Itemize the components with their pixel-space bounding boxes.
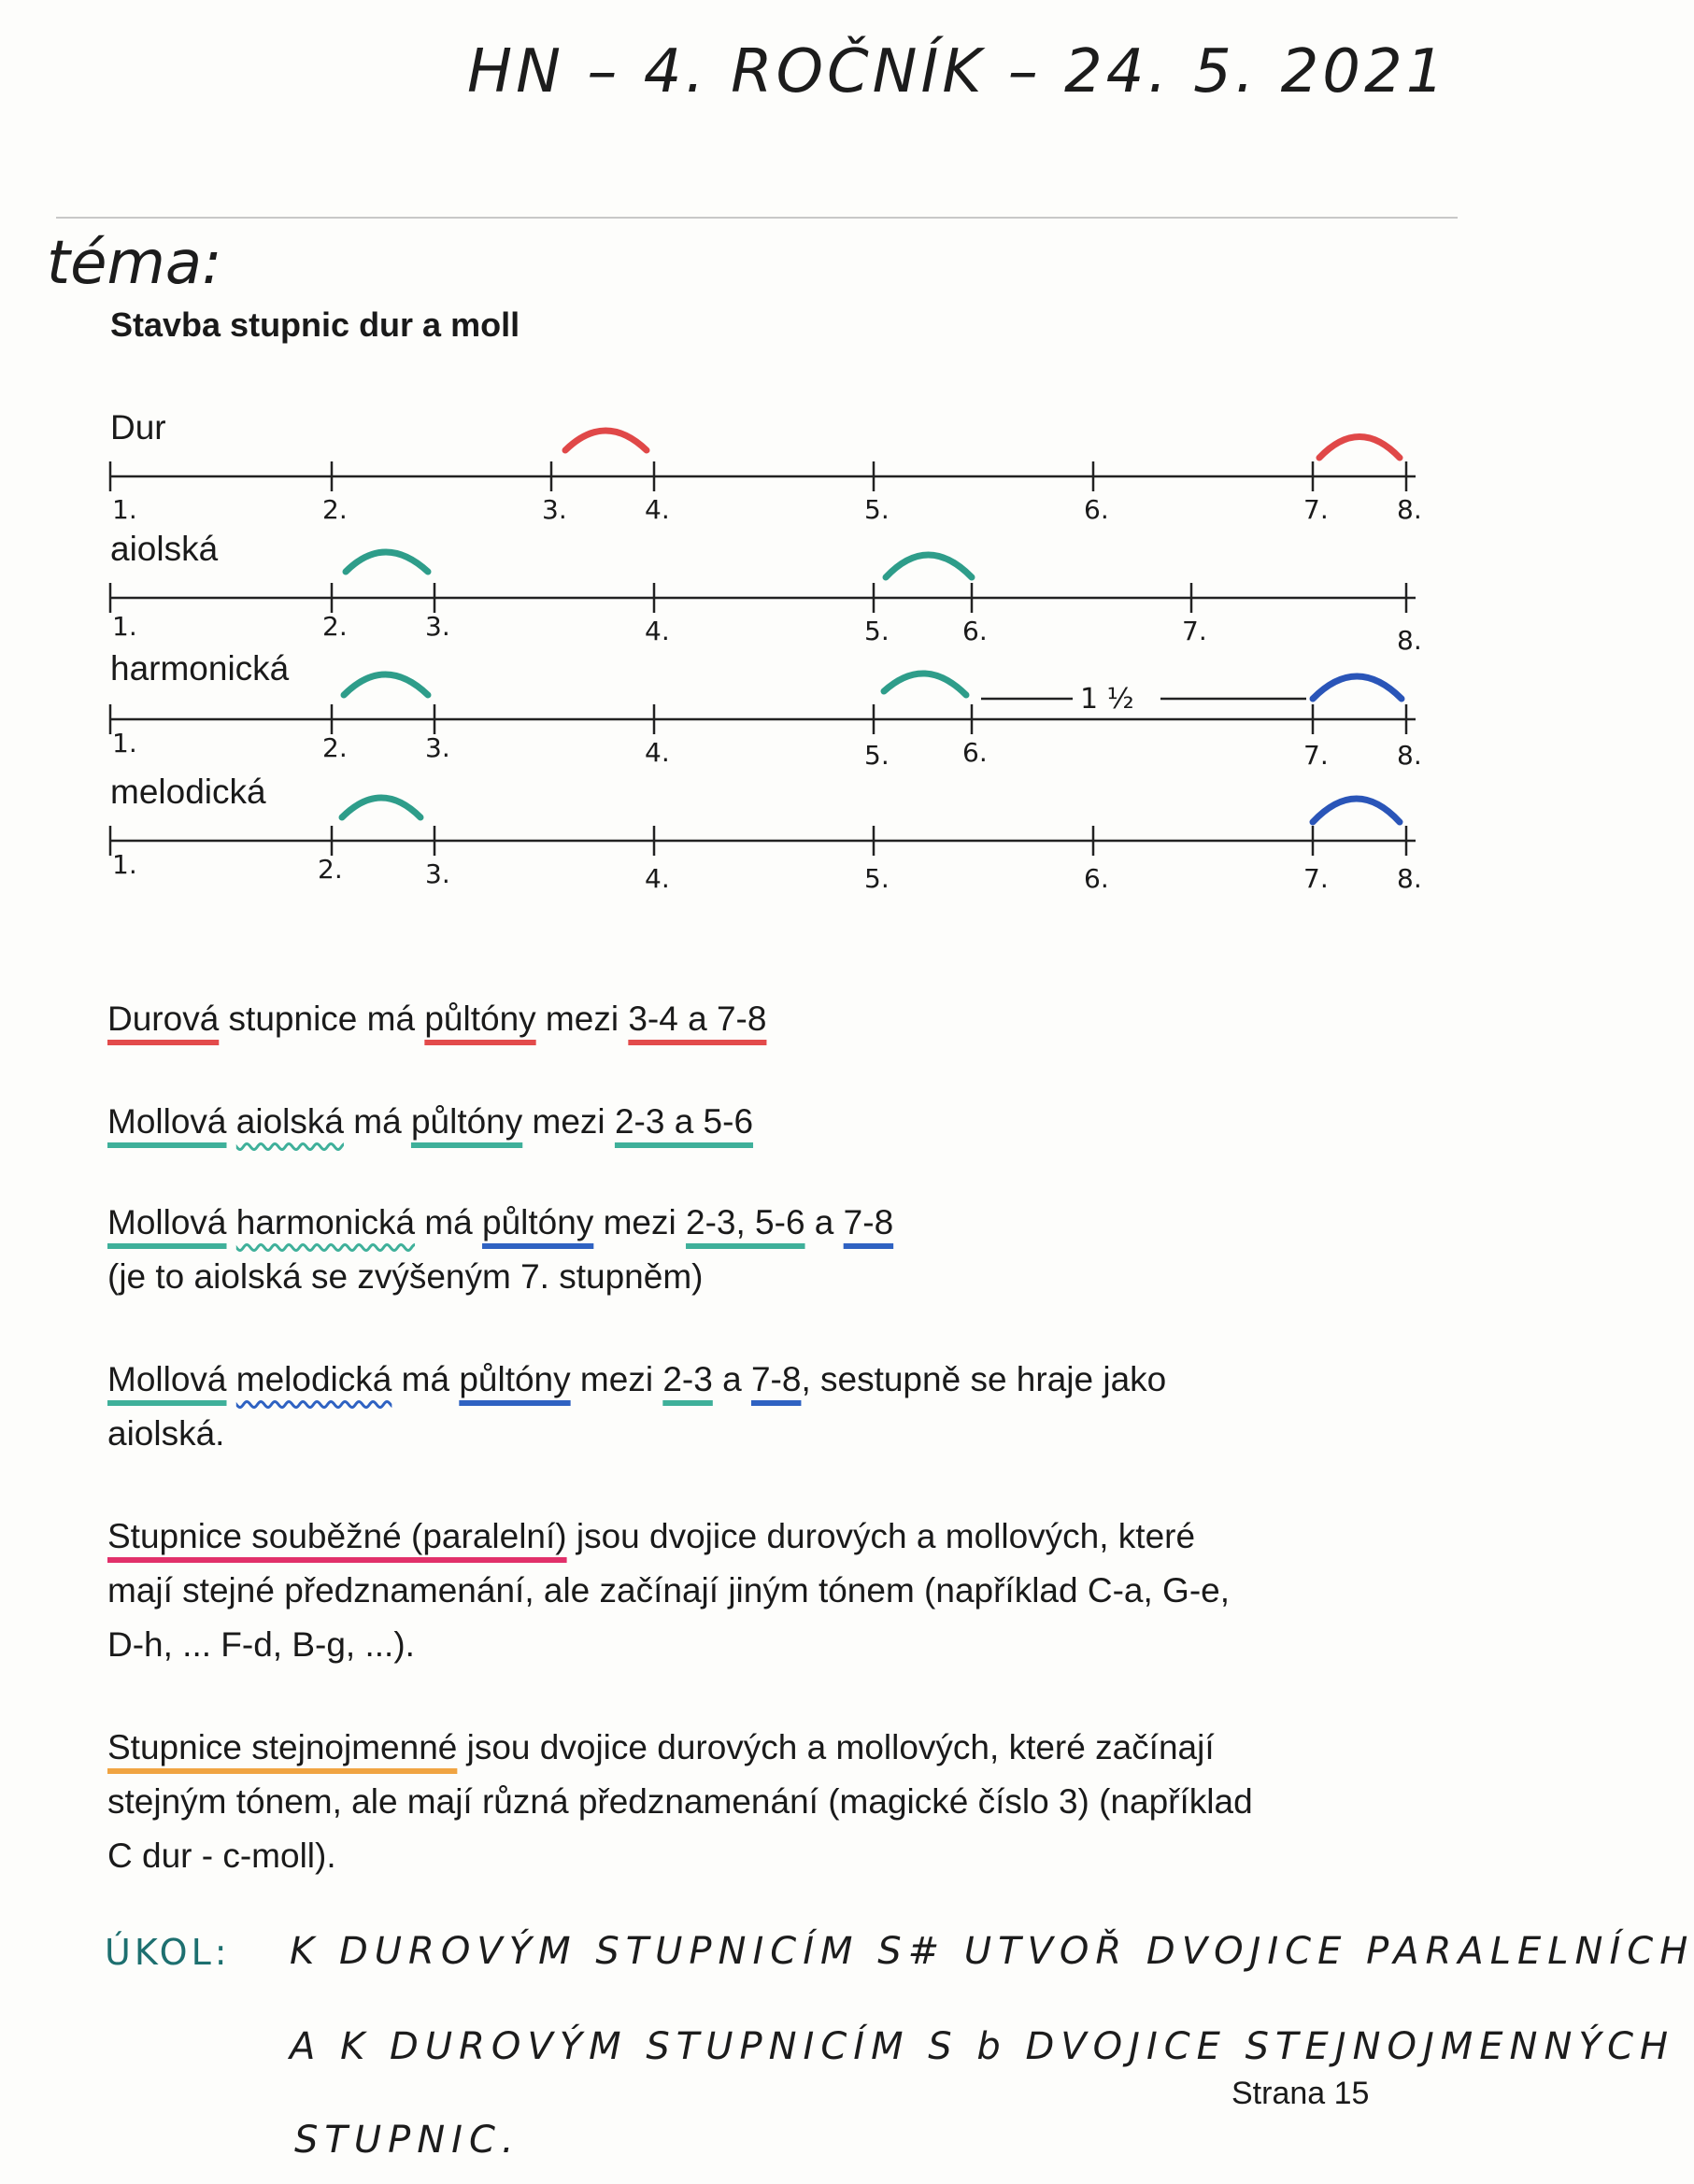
term-pultony: půltóny — [459, 1360, 571, 1398]
degree-label: 7. — [1303, 863, 1329, 894]
paragraph-line: C dur - c-moll). — [107, 1837, 336, 1875]
degree-label: 3. — [425, 858, 450, 889]
text: a — [804, 1203, 844, 1241]
degree-label: 6. — [1084, 494, 1109, 525]
paragraph-soubezne — [107, 1510, 1230, 1672]
degree-label: 8. — [1397, 740, 1422, 771]
degree-label: 2. — [322, 494, 348, 525]
halftone-arc — [344, 674, 428, 695]
term-pultony: půltóny — [424, 1000, 536, 1038]
paragraph-line: (je to aiolská se zvýšeným 7. stupněm) — [107, 1257, 704, 1296]
paragraph-stejnojmenne — [107, 1721, 1253, 1883]
term-intervals: 3-4 a 7-8 — [628, 1000, 767, 1038]
task-line: STUPNIC. — [294, 2119, 520, 2162]
augmented-second-label: 1 ½ — [1080, 683, 1134, 716]
scale-dur — [110, 408, 1422, 525]
text — [227, 1203, 236, 1241]
text — [227, 1102, 236, 1141]
degree-label: 1. — [112, 494, 137, 525]
text: mezi — [522, 1102, 615, 1141]
task-line: K DUROVÝM STUPNICÍM S# UTVOŘ DVOJICE PARALELNÍCH — [290, 1930, 1694, 1973]
degree-label: 6. — [962, 616, 988, 646]
scale-name: melodická — [110, 773, 266, 811]
scale-name: Dur — [110, 408, 166, 447]
header-title: HN – 4. ROČNÍK – 24. 5. 2021 — [467, 37, 1448, 106]
paragraph-line: aiolská. — [107, 1414, 225, 1453]
paragraph-harmonicka — [107, 1196, 893, 1304]
degree-label: 6. — [962, 737, 988, 768]
text: mezi — [570, 1360, 663, 1398]
degree-label: 2. — [322, 611, 348, 642]
text: jsou dvojice durových a mollových, které — [566, 1517, 1196, 1555]
degree-label: 2. — [322, 732, 348, 763]
degree-label: 7. — [1182, 616, 1207, 646]
degree-label: 5. — [864, 616, 890, 646]
task-line: A K DUROVÝM STUPNICÍM S b DVOJICE STEJNOJMENNÝCH — [290, 2025, 1675, 2068]
term-intervals: 2-3 a 5-6 — [614, 1102, 754, 1141]
scale-melodicka — [110, 773, 1422, 894]
text: má — [391, 1360, 460, 1398]
scale-aiolska — [110, 530, 1422, 656]
degree-label: 3. — [425, 611, 450, 642]
paragraph-melodicka — [107, 1353, 1166, 1461]
text: mezi — [593, 1203, 687, 1241]
halftone-arc — [1313, 799, 1400, 822]
term-mollova: Mollová — [107, 1203, 227, 1241]
halftone-arc — [565, 431, 647, 450]
degree-label: 7. — [1303, 494, 1329, 525]
term-interval-7-8: 7-8 — [750, 1360, 802, 1398]
paragraph-aiolska — [107, 1095, 753, 1149]
paragraph-line: D-h, ... F-d, B-g, ...). — [107, 1625, 415, 1664]
degree-label: 1. — [112, 611, 137, 642]
halftone-arc — [346, 552, 428, 572]
term-intervals: 2-3, 5-6 — [686, 1203, 805, 1241]
task-label: ÚKOL: — [105, 1932, 231, 1973]
text: , sestupně se hraje jako — [801, 1360, 1167, 1398]
term-harmonicka: harmonická — [235, 1203, 416, 1241]
degree-label: 5. — [864, 740, 890, 771]
text: stupnice má — [219, 1000, 425, 1038]
degree-label: 4. — [645, 737, 670, 768]
scale-diagram — [0, 0, 1545, 915]
degree-label: 5. — [864, 494, 890, 525]
degree-label: 8. — [1397, 625, 1422, 656]
paragraph-line: mají stejné předznamenání, ale začínají jiným tónem (například C-a, G-e, — [107, 1571, 1231, 1610]
term-interval-7-8: 7-8 — [843, 1203, 894, 1241]
scale-name: harmonická — [110, 649, 290, 688]
text: má — [415, 1203, 483, 1241]
text: a — [712, 1360, 751, 1398]
subtitle: Stavba stupnic dur a moll — [110, 305, 520, 344]
term-durova: Durová — [107, 1000, 220, 1038]
term-pultony: půltóny — [482, 1203, 594, 1241]
term-pultony: půltóny — [410, 1102, 523, 1141]
text — [227, 1360, 236, 1398]
tema-label: téma: — [47, 229, 222, 298]
degree-label: 5. — [864, 863, 890, 894]
term-interval-2-3: 2-3 — [662, 1360, 713, 1398]
degree-label: 4. — [645, 494, 670, 525]
halftone-arc — [884, 674, 966, 695]
halftone-arc — [342, 798, 420, 817]
degree-label: 8. — [1397, 494, 1422, 525]
term-stejnojmenne: Stupnice stejnojmenné — [107, 1728, 458, 1766]
term-melodicka: melodická — [235, 1360, 392, 1398]
degree-label: 4. — [645, 863, 670, 894]
halftone-arc — [1313, 676, 1402, 699]
degree-label: 2. — [318, 854, 343, 885]
term-aiolska: aiolská — [235, 1102, 344, 1141]
degree-label: 3. — [425, 732, 450, 763]
text: jsou dvojice durových a mollových, které začínají — [457, 1728, 1215, 1766]
paragraph-line: stejným tónem, ale mají různá předznamenání (magické číslo 3) (například — [107, 1782, 1253, 1821]
degree-label: 6. — [1084, 863, 1109, 894]
page-number: Strana 15 — [1231, 2076, 1370, 2111]
degree-label: 8. — [1397, 863, 1422, 894]
halftone-arc — [886, 555, 972, 577]
degree-label: 3. — [542, 494, 567, 525]
scale-name: aiolská — [110, 530, 219, 568]
term-mollova: Mollová — [107, 1360, 227, 1398]
degree-label: 7. — [1303, 740, 1329, 771]
paragraph-dur — [107, 992, 766, 1046]
text: mezi — [535, 1000, 629, 1038]
scale-harmonicka — [110, 649, 1422, 771]
text: má — [343, 1102, 411, 1141]
halftone-arc — [1319, 437, 1400, 459]
term-mollova: Mollová — [107, 1102, 227, 1141]
degree-label: 4. — [645, 616, 670, 646]
degree-label: 1. — [112, 849, 137, 880]
degree-label: 1. — [112, 728, 137, 759]
term-soubezne: Stupnice souběžné (paralelní) — [107, 1517, 567, 1555]
